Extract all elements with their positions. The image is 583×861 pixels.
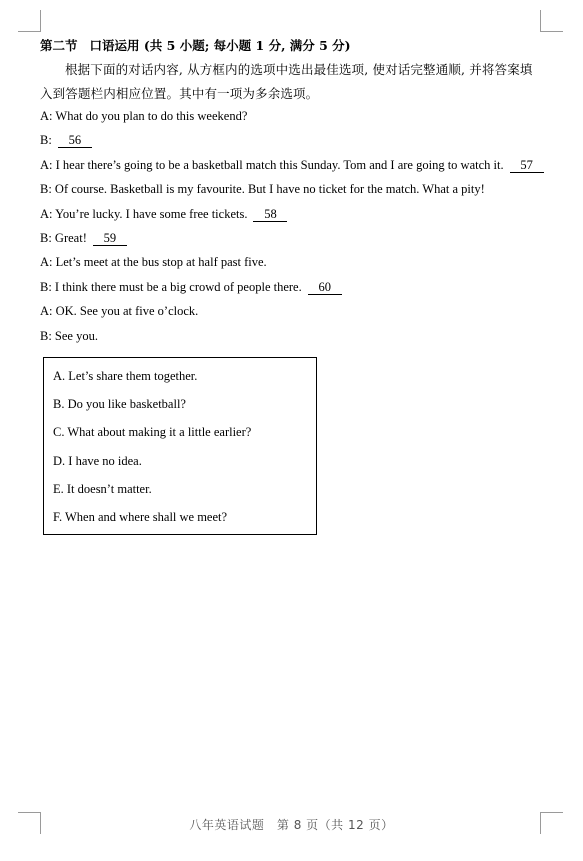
dialogue-line: A: I hear there’s going to be a basketball match this Sunday. Tom and I are going to watch it. 57 xyxy=(40,157,550,181)
answer-blank-56[interactable]: 56 xyxy=(58,134,92,148)
crop-mark xyxy=(540,10,541,32)
dialogue-line: B: Great! 59 xyxy=(40,230,550,254)
section-title: 第二节 xyxy=(40,38,78,53)
dialogue-line: A: You’re lucky. I have some free tickets. 58 xyxy=(40,206,550,230)
answer-blank-60[interactable]: 60 xyxy=(308,281,342,295)
option-d: D. I have no idea. xyxy=(53,453,142,468)
dialogue-line: B: 56 xyxy=(40,132,550,156)
option-b: B. Do you like basketball? xyxy=(53,397,186,412)
section-heading xyxy=(40,36,351,54)
crop-mark xyxy=(40,10,41,32)
option-e: E. It doesn’t matter. xyxy=(53,481,152,496)
section-note: (共 5 小题; 每小题 1 分, 满分 5 分) xyxy=(143,38,351,53)
dialogue-line: A: Let’s meet at the bus stop at half past five. xyxy=(40,255,267,270)
instructions: 根据下面的对话内容, 从方框内的选项中选出最佳选项, 使对话完整通顺, 并将答案填入到答题栏内相应位置。其中有一项为多余选项。 xyxy=(40,62,533,101)
answer-blank-57[interactable]: 57 xyxy=(510,159,544,173)
answer-blank-58[interactable]: 58 xyxy=(253,208,287,222)
answer-blank-59[interactable]: 59 xyxy=(93,232,127,246)
page-footer: 八年英语试题 第 8 页（共 12 页） xyxy=(189,818,394,832)
crop-mark xyxy=(18,31,40,32)
dialogue-line: A: OK. See you at five o’clock. xyxy=(40,304,199,319)
dialogue-line: B: Of course. Basketball is my favourite. But I have no ticket for the match. What a pity! xyxy=(40,182,485,197)
crop-mark xyxy=(18,812,40,813)
section-subtitle: 口语运用 xyxy=(89,38,140,53)
dialogue xyxy=(40,108,550,352)
dialogue-line: A: What do you plan to do this weekend? xyxy=(40,109,248,123)
crop-mark xyxy=(541,31,563,32)
option-c: C. What about making it a little earlier? xyxy=(53,425,252,440)
option-a: A. Let’s share them together. xyxy=(53,369,198,383)
option-f: F. When and where shall we meet? xyxy=(53,509,228,524)
dialogue-line: B: I think there must be a big crowd of people there. 60 xyxy=(40,279,550,303)
options-box xyxy=(43,357,317,535)
crop-mark xyxy=(541,812,563,813)
dialogue-line: B: See you. xyxy=(40,328,98,343)
